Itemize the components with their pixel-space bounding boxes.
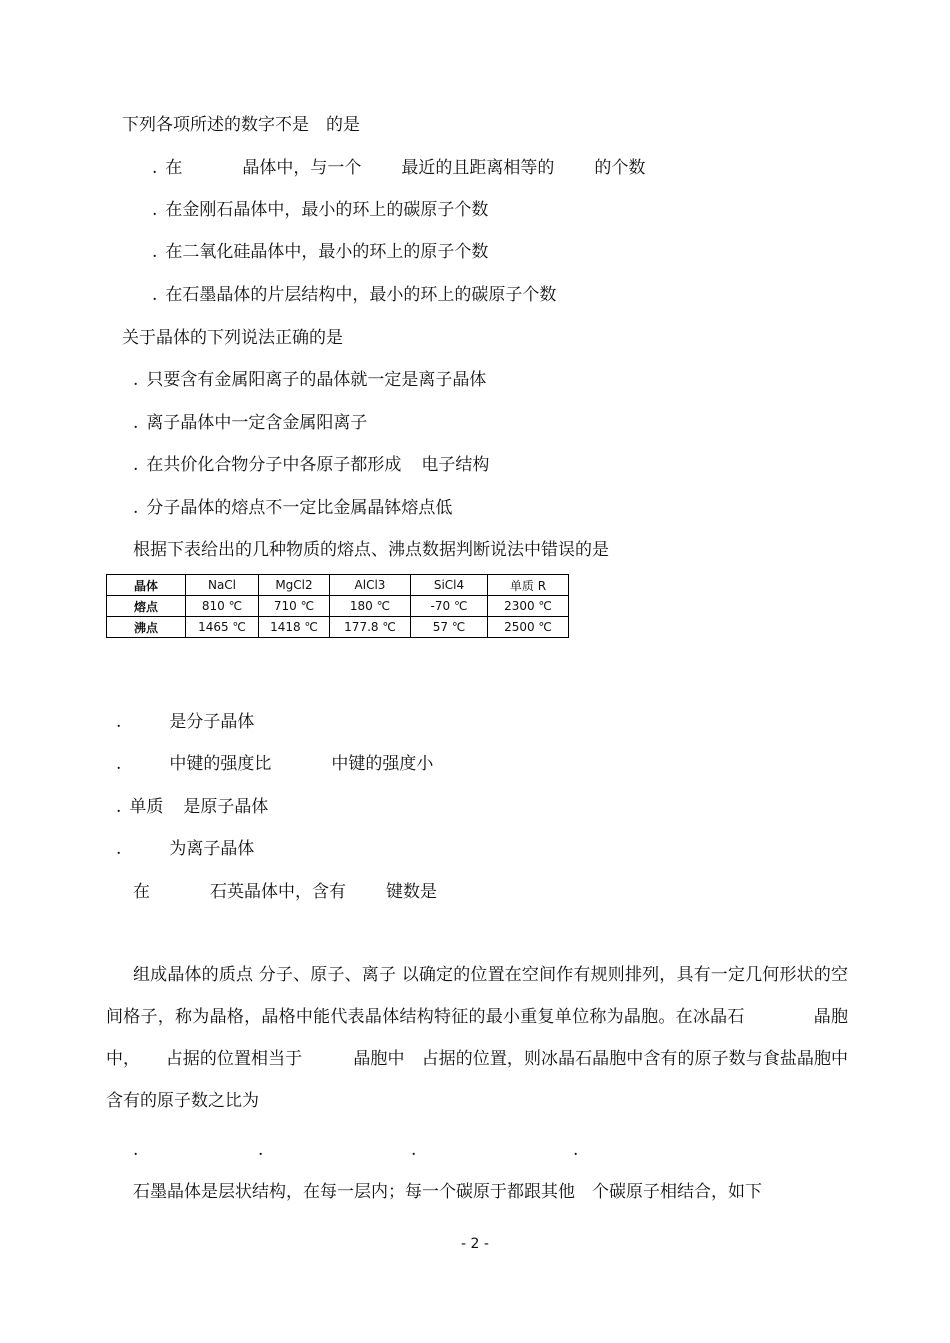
table-header-cell: MgCl2 <box>259 575 330 596</box>
q2-option-d <box>133 497 452 519</box>
option-text: 离子晶体中一定含金属阳离子 <box>146 413 368 433</box>
table-cell: 177.8 ℃ <box>330 617 411 638</box>
q5-option-marks <box>133 1139 138 1161</box>
q3-option-c <box>116 796 268 818</box>
q1-option-d <box>152 284 556 306</box>
q2-option-b <box>133 412 367 434</box>
q1-option-b <box>152 199 488 221</box>
option-text: 在 <box>165 158 183 178</box>
option-marker: . <box>152 285 158 305</box>
option-text: 中键的强度比 <box>169 754 272 774</box>
table-cell: 180 ℃ <box>330 596 411 617</box>
q3-option-a <box>116 711 254 733</box>
option-text: 为离子晶体 <box>169 839 255 859</box>
table-header-cell: SiCl4 <box>411 575 488 596</box>
option-text: 在二氧化硅晶体中，最小的环上的原子个数 <box>165 242 489 262</box>
q5-option-mark-d <box>573 1139 578 1161</box>
table-cell: -70 ℃ <box>411 596 488 617</box>
q4-stem <box>133 881 437 903</box>
option-marker: . <box>116 797 122 817</box>
q2-stem: 关于晶体的下列说法正确的是 <box>122 328 343 348</box>
table-header-row <box>107 575 569 596</box>
q1-stem: 下列各项所述的数字不是 的是 <box>122 115 360 135</box>
table-header-cell: AlCl3 <box>330 575 411 596</box>
table-cell: 1418 ℃ <box>259 617 330 638</box>
option-text: 是原子晶体 <box>183 797 269 817</box>
table-row <box>107 617 569 638</box>
table-cell: 2300 ℃ <box>488 596 569 617</box>
option-text: 的个数 <box>594 158 646 178</box>
option-marker: . <box>116 754 122 774</box>
option-text: 在金刚石晶体中，最小的环上的碳原子个数 <box>165 200 489 220</box>
option-text: 只要含有金属阳离子的晶体就一定是离子晶体 <box>146 370 487 390</box>
table-cell: 710 ℃ <box>259 596 330 617</box>
option-text: 最近的且距离相等的 <box>401 158 555 178</box>
table-header-cell: NaCl <box>186 575 259 596</box>
table-header-cell: 晶体 <box>107 575 186 596</box>
q6-line: 石墨晶体是层状结构，在每一层内；每一个碳原于都跟其他 个碳原子相结合，如下 <box>133 1182 762 1202</box>
table-cell: 810 ℃ <box>186 596 259 617</box>
q3-option-b <box>116 753 433 775</box>
option-marker: . <box>116 839 122 859</box>
option-marker: . <box>133 1140 139 1160</box>
q3-stem: 根据下表给出的几种物质的熔点、沸点数据判断说法中错误的是 <box>133 540 609 560</box>
q3-option-d <box>116 838 254 860</box>
option-marker: . <box>133 413 139 433</box>
option-text: 在石墨晶体的片层结构中，最小的环上的碳原子个数 <box>165 285 557 305</box>
option-marker: . <box>411 1140 417 1160</box>
q4-text: 在 <box>133 882 150 902</box>
table-cell: 沸点 <box>107 617 186 638</box>
option-text: 电子结构 <box>421 455 490 475</box>
table-cell: 熔点 <box>107 596 186 617</box>
option-text: 中键的强度小 <box>331 754 434 774</box>
q5-paragraph: 组成晶体的质点 分子、原子、离子 以确定的位置在空间作有规则排列，具有一定几何形状的空间格子，称为晶格，晶格中能代表晶体结构特征的最小重复单位称为晶胞。在冰晶石 晶胞中， 占据的位置相当于 晶胞中 占据的位置，则冰晶石晶胞中含有的原子数与食盐晶胞中含有的原子数之比为 <box>106 965 848 1111</box>
option-marker: . <box>116 712 122 732</box>
q5-option-mark-c <box>411 1139 416 1161</box>
option-marker: . <box>133 370 139 390</box>
option-text: 分子晶体的熔点不一定比金属晶钵熔点低 <box>146 498 453 518</box>
table-cell: 57 ℃ <box>411 617 488 638</box>
option-marker: . <box>152 200 158 220</box>
table-cell: 1465 ℃ <box>186 617 259 638</box>
option-marker: . <box>133 455 139 475</box>
q2-option-a <box>133 369 486 391</box>
option-marker: . <box>573 1140 579 1160</box>
option-text: 晶体中，与一个 <box>242 158 362 178</box>
q5-option-mark-b <box>258 1139 263 1161</box>
option-marker: . <box>258 1140 264 1160</box>
q1-option-a <box>152 157 645 179</box>
option-text: 是分子晶体 <box>169 712 255 732</box>
option-marker: . <box>152 158 158 178</box>
option-text: 在共价化合物分子中各原子都形成 <box>146 455 402 475</box>
properties-table <box>106 574 569 638</box>
option-marker: . <box>133 498 139 518</box>
option-marker: . <box>152 242 158 262</box>
table-header-cell: 单质 R <box>488 575 569 596</box>
table-cell: 2500 ℃ <box>488 617 569 638</box>
q2-option-c <box>133 454 489 476</box>
q4-text: 键数是 <box>386 882 437 902</box>
q1-option-c <box>152 241 488 263</box>
table-row <box>107 596 569 617</box>
page-number: - 2 - <box>461 1236 489 1252</box>
q4-text: 石英晶体中，含有 <box>210 882 346 902</box>
option-text: 单质 <box>129 797 164 817</box>
